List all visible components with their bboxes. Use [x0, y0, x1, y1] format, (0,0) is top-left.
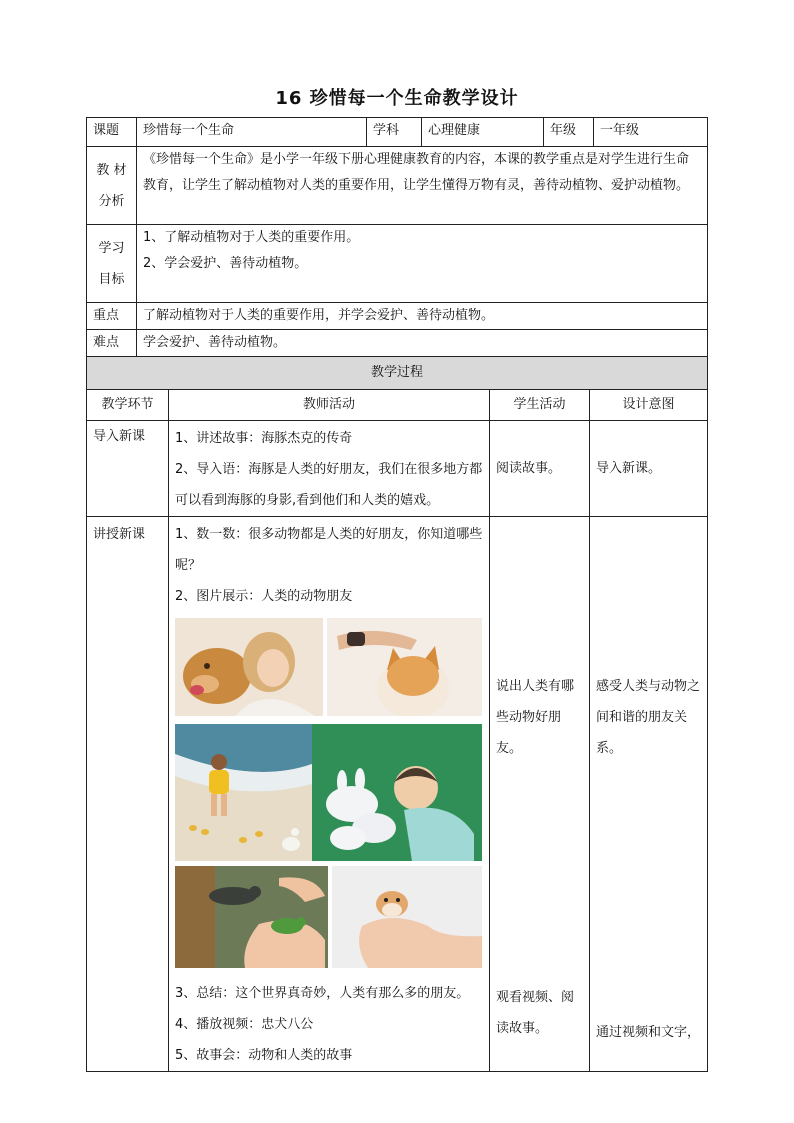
- intro-stage: 导入新课: [87, 421, 169, 517]
- difficulty-text: 学会爱护、善待动植物。: [137, 330, 708, 357]
- info-table: [86, 117, 708, 357]
- process-table: [86, 356, 708, 1072]
- intro-teacher-line: 1、讲述故事：海豚杰克的传奇: [175, 431, 353, 446]
- subject-value: 心理健康: [422, 118, 544, 147]
- topic-label: 课题: [87, 118, 137, 147]
- lesson-teacher: [169, 517, 490, 1072]
- lesson-teacher-line: 5、故事会：动物和人类的故事: [175, 1048, 353, 1063]
- topic-value: 珍惜每一个生命: [137, 118, 367, 147]
- key-point-label: 重点: [87, 303, 137, 330]
- key-point-text: 了解动植物对于人类的重要作用，并学会爱护、善待动植物。: [137, 303, 708, 330]
- girl-with-dog-photo: [175, 618, 323, 716]
- grade-value: 一年级: [594, 118, 708, 147]
- lesson-intent-1: 感受人类与动物之间和谐的朋友关系。: [596, 679, 701, 756]
- hamster-in-hands-photo: [332, 866, 482, 968]
- analysis-label: 教 材 分析: [87, 147, 137, 225]
- lesson-student: [490, 517, 590, 1072]
- lesson-intent: [590, 517, 708, 1072]
- lesson-teacher-line: 3、总结：这个世界真奇妙，人类有那么多的朋友。: [175, 986, 470, 1001]
- lesson-teacher-line: 4、播放视频：忠犬八公: [175, 1017, 314, 1032]
- col-student: 学生活动: [490, 390, 590, 421]
- intro-intent: 导入新课。: [590, 421, 708, 517]
- goal-item: 2、学会爱护、善待动植物。: [143, 256, 308, 271]
- grade-label: 年级: [544, 118, 594, 147]
- goals-list: [137, 225, 708, 303]
- birds-in-hands-photo: [175, 866, 328, 968]
- intro-student: 阅读故事。: [490, 421, 590, 517]
- process-heading: 教学过程: [87, 357, 708, 390]
- goal-item: 1、了解动植物对于人类的重要作用。: [143, 230, 360, 245]
- lesson-intent-2: 通过视频和文字，: [596, 1025, 701, 1040]
- intro-teacher: [169, 421, 490, 517]
- lesson-teacher-line: 2、图片展示：人类的动物朋友: [175, 589, 353, 604]
- lesson-student-1: 说出人类有哪些动物好朋友。: [496, 679, 575, 756]
- intro-teacher-line: 2、导入语：海豚是人类的好朋友，我们在很多地方都可以看到海豚的身影,看到他们和人类的嬉戏。: [175, 462, 483, 508]
- animal-photo-gallery: [175, 618, 483, 974]
- col-teacher: 教师活动: [169, 390, 490, 421]
- difficulty-label: 难点: [87, 330, 137, 357]
- lesson-stage: 讲授新课: [87, 517, 169, 1072]
- page-title: 16 珍惜每一个生命教学设计: [275, 88, 519, 109]
- analysis-text: 《珍惜每一个生命》是小学一年级下册心理健康教育的内容，本课的教学重点是对学生进行生命教育，让学生了解动植物对人类的重要作用，让学生懂得万物有灵，善待动植物、爱护动植物。: [137, 147, 708, 225]
- child-with-ducklings-photo: [175, 724, 312, 861]
- goals-label: 学习 目标: [87, 225, 137, 303]
- cat-with-hand-photo: [327, 618, 482, 716]
- lesson-student-2: 观看视频、阅读故事。: [496, 990, 575, 1036]
- lesson-teacher-line: 1、数一数：很多动物都是人类的好朋友，你知道哪些呢？: [175, 527, 483, 573]
- subject-label: 学科: [367, 118, 422, 147]
- col-intent: 设计意图: [590, 390, 708, 421]
- baby-with-rabbits-photo: [312, 724, 482, 861]
- col-stage: 教学环节: [87, 390, 169, 421]
